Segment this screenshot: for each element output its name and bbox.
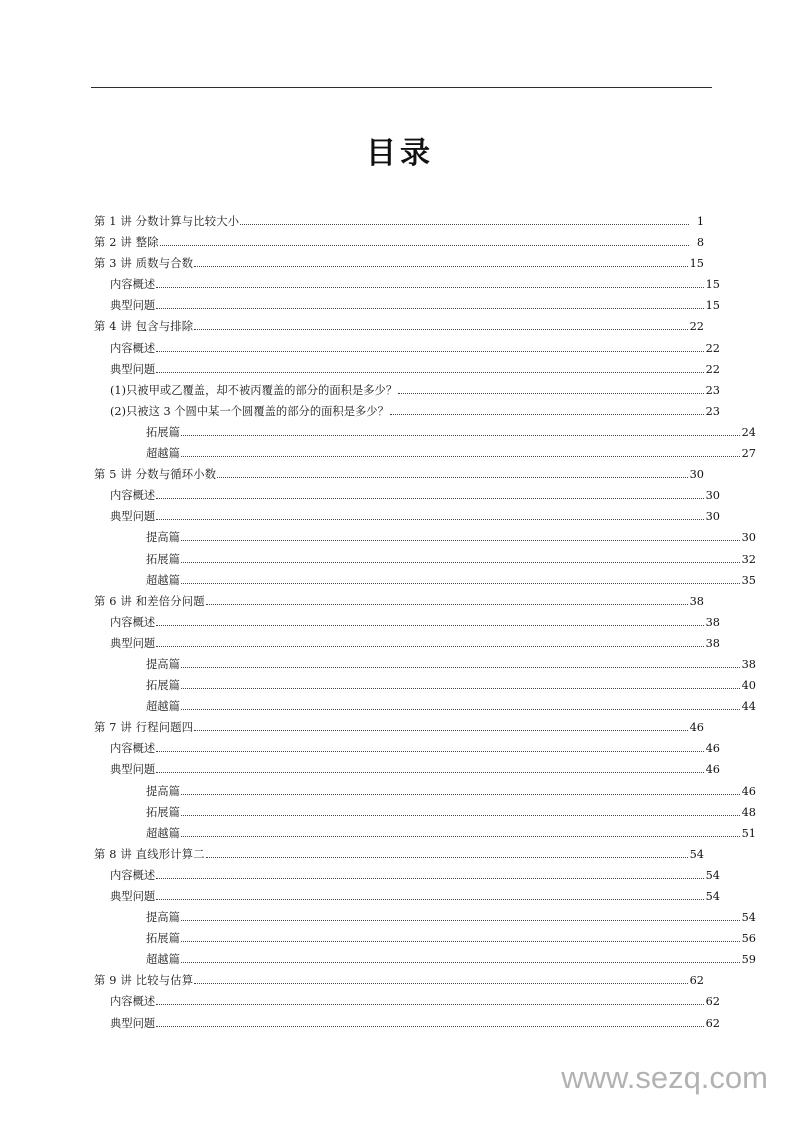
toc-dot-leader (156, 751, 704, 752)
toc-entry-label: 提高篇 (146, 531, 180, 545)
toc-dot-leader (156, 772, 704, 773)
toc-entry-label: 第 6 讲 和差倍分问题 (94, 594, 205, 608)
toc-entry-page-number: 51 (741, 826, 756, 840)
header-rule (91, 87, 712, 88)
toc-entry-label: 拓展篇 (146, 805, 180, 819)
toc-entry[interactable] (94, 738, 720, 759)
toc-entry-page-number: 32 (741, 552, 756, 566)
toc-dot-leader (194, 983, 688, 984)
toc-entry[interactable] (94, 781, 756, 802)
toc-entry[interactable] (94, 380, 720, 401)
toc-entry-label: 超越篇 (146, 826, 180, 840)
toc-dot-leader (181, 709, 740, 710)
toc-entry-page-number: 15 (705, 278, 720, 292)
toc-dot-leader (156, 498, 704, 499)
toc-entry-label: 拓展篇 (146, 932, 180, 946)
toc-entry-label: 超越篇 (146, 953, 180, 967)
toc-entry-label: 典型问题 (110, 362, 156, 376)
toc-dot-leader (181, 962, 740, 963)
toc-entry[interactable] (94, 401, 720, 422)
toc-entry[interactable] (94, 570, 756, 591)
toc-entry-label: 内容概述 (110, 995, 156, 1009)
toc-dot-leader (181, 456, 740, 457)
toc-entry-page-number: 56 (741, 932, 756, 946)
toc-entry[interactable] (94, 549, 756, 570)
toc-entry-label: 内容概述 (110, 742, 156, 756)
toc-entry-page-number: 44 (741, 700, 756, 714)
toc-entry-page-number: 62 (705, 995, 720, 1009)
toc-entry[interactable] (94, 274, 720, 295)
toc-entry-label: 第 9 讲 比较与估算 (94, 974, 194, 988)
toc-entry[interactable] (94, 506, 720, 527)
toc-entry[interactable] (94, 253, 704, 274)
toc-entry[interactable] (94, 232, 704, 253)
toc-entry[interactable] (94, 759, 720, 780)
toc-entry-label: 第 2 讲 整除 (94, 236, 159, 250)
toc-entry-page-number: 38 (741, 657, 756, 671)
toc-entry-page-number: 23 (705, 404, 720, 418)
toc-dot-leader (156, 878, 704, 879)
toc-dot-leader (181, 562, 740, 563)
toc-entry[interactable] (94, 970, 704, 991)
toc-entry[interactable] (94, 485, 720, 506)
toc-entry-page-number: 46 (689, 721, 704, 735)
toc-entry[interactable] (94, 1013, 720, 1034)
toc-entry-label: 内容概述 (110, 868, 156, 882)
toc-entry[interactable] (94, 928, 756, 949)
toc-entry[interactable] (94, 865, 720, 886)
toc-entry-label: 超越篇 (146, 447, 180, 461)
toc-dot-leader (398, 393, 704, 394)
toc-dot-leader (194, 266, 688, 267)
toc-entry-label: (2)只被这 3 个圆中某一个圆覆盖的部分的面积是多少？ (110, 404, 389, 418)
toc-entry-page-number: 54 (705, 890, 720, 903)
toc-entry-page-number: 48 (741, 805, 756, 819)
toc-entry-page-number: 22 (705, 362, 720, 376)
toc-entry-page-number: 27 (741, 447, 756, 461)
toc-dot-leader (390, 414, 704, 415)
toc-dot-leader (156, 351, 704, 352)
table-of-contents (94, 211, 756, 1034)
toc-entry-label: 内容概述 (110, 341, 156, 355)
toc-entry[interactable] (94, 464, 704, 485)
toc-entry[interactable] (94, 443, 756, 464)
toc-dot-leader (206, 604, 688, 605)
toc-entry-page-number: 8 (696, 236, 704, 250)
toc-entry[interactable] (94, 612, 720, 633)
toc-entry-label: 第 3 讲 质数与合数 (94, 257, 194, 271)
toc-entry-page-number: 54 (705, 868, 720, 882)
toc-dot-leader (156, 308, 704, 309)
toc-entry[interactable] (94, 338, 720, 359)
toc-entry[interactable] (94, 949, 756, 970)
toc-entry-page-number: 59 (741, 953, 756, 967)
toc-entry[interactable] (94, 527, 756, 548)
toc-dot-leader (156, 287, 704, 288)
toc-entry-page-number: 1 (696, 215, 704, 228)
toc-entry-page-number: 62 (689, 974, 704, 988)
toc-dot-leader (181, 920, 740, 921)
toc-entry[interactable] (94, 654, 756, 675)
toc-dot-leader (181, 688, 740, 689)
toc-entry-label: 第 1 讲 分数计算与比较大小 (94, 215, 240, 228)
site-watermark: www.sezq.com (561, 1060, 768, 1095)
toc-entry-label: 拓展篇 (146, 679, 180, 693)
toc-dot-leader (156, 519, 704, 520)
toc-entry-label: 典型问题 (110, 510, 156, 524)
toc-entry-page-number: 46 (741, 784, 756, 798)
toc-entry-page-number: 30 (705, 489, 720, 503)
toc-entry-page-number: 35 (741, 573, 756, 587)
toc-entry[interactable] (94, 907, 756, 928)
toc-entry-label: 内容概述 (110, 489, 156, 503)
toc-dot-leader (194, 329, 688, 330)
toc-dot-leader (194, 730, 688, 731)
toc-entry-page-number: 22 (689, 320, 704, 334)
toc-dot-leader (181, 540, 740, 541)
toc-entry-label: 典型问题 (110, 636, 156, 650)
toc-entry-page-number: 62 (705, 1016, 720, 1030)
toc-entry[interactable] (94, 633, 720, 654)
toc-entry[interactable] (94, 675, 756, 696)
toc-entry-label: 超越篇 (146, 700, 180, 714)
toc-entry-page-number: 38 (689, 594, 704, 608)
toc-entry[interactable] (94, 991, 720, 1012)
toc-entry-page-number: 38 (705, 615, 720, 629)
toc-entry-label: 内容概述 (110, 615, 156, 629)
toc-entry-label: 提高篇 (146, 911, 180, 925)
toc-entry-label: 典型问题 (110, 299, 156, 313)
toc-entry[interactable] (94, 717, 704, 738)
toc-entry-page-number: 46 (705, 742, 720, 756)
toc-entry[interactable] (94, 211, 704, 232)
toc-dot-leader (156, 372, 704, 373)
page-title: 目录 (366, 136, 434, 171)
toc-entry-label: 提高篇 (146, 657, 180, 671)
toc-entry-label: 典型问题 (110, 763, 156, 777)
toc-dot-leader (181, 435, 740, 436)
toc-entry[interactable] (94, 591, 704, 612)
toc-entry-page-number: 24 (741, 425, 756, 439)
toc-entry-page-number: 15 (705, 299, 720, 313)
toc-dot-leader (181, 941, 740, 942)
toc-entry-page-number: 46 (705, 763, 720, 777)
toc-dot-leader (156, 1026, 704, 1027)
toc-entry-label: 典型问题 (110, 890, 156, 903)
toc-entry-page-number: 38 (705, 636, 720, 650)
toc-entry-page-number: 22 (705, 341, 720, 355)
toc-entry-label: 第 8 讲 直线形计算二 (94, 847, 205, 861)
toc-dot-leader (181, 583, 740, 584)
toc-entry[interactable] (94, 295, 720, 316)
toc-entry[interactable] (94, 696, 756, 717)
toc-dot-leader (160, 245, 689, 246)
toc-entry-page-number: 40 (741, 679, 756, 693)
toc-entry-label: 第 7 讲 行程问题四 (94, 721, 194, 735)
toc-dot-leader (217, 477, 688, 478)
toc-dot-leader (156, 899, 704, 900)
toc-entry[interactable] (94, 823, 756, 844)
toc-entry[interactable] (94, 886, 720, 907)
toc-dot-leader (156, 1004, 704, 1005)
toc-entry-page-number: 54 (689, 847, 704, 861)
toc-dot-leader (181, 836, 740, 837)
toc-entry-page-number: 54 (741, 911, 756, 925)
toc-entry-label: 典型问题 (110, 1016, 156, 1030)
toc-entry-page-number: 23 (705, 383, 720, 397)
toc-entry[interactable] (94, 844, 704, 865)
toc-entry-label: 第 4 讲 包含与排除 (94, 320, 194, 334)
toc-entry-page-number: 15 (689, 257, 704, 271)
toc-entry-label: 内容概述 (110, 278, 156, 292)
toc-entry-page-number: 30 (689, 468, 704, 482)
toc-entry-label: 拓展篇 (146, 552, 180, 566)
toc-dot-leader (206, 857, 688, 858)
toc-dot-leader (156, 646, 704, 647)
toc-dot-leader (156, 625, 704, 626)
toc-entry[interactable] (94, 359, 720, 380)
toc-entry-label: 第 5 讲 分数与循环小数 (94, 468, 217, 482)
toc-entry-label: 超越篇 (146, 573, 180, 587)
toc-entry[interactable] (94, 316, 704, 337)
toc-dot-leader (240, 224, 688, 225)
toc-entry-label: (1)只被甲或乙覆盖，却不被丙覆盖的部分的面积是多少？ (110, 383, 398, 397)
toc-entry-label: 提高篇 (146, 784, 180, 798)
toc-entry[interactable] (94, 802, 756, 823)
toc-entry-page-number: 30 (741, 531, 756, 545)
toc-dot-leader (181, 815, 740, 816)
toc-dot-leader (181, 794, 740, 795)
toc-entry[interactable] (94, 422, 756, 443)
toc-entry-page-number: 30 (705, 510, 720, 524)
toc-dot-leader (181, 667, 740, 668)
toc-entry-label: 拓展篇 (146, 425, 180, 439)
